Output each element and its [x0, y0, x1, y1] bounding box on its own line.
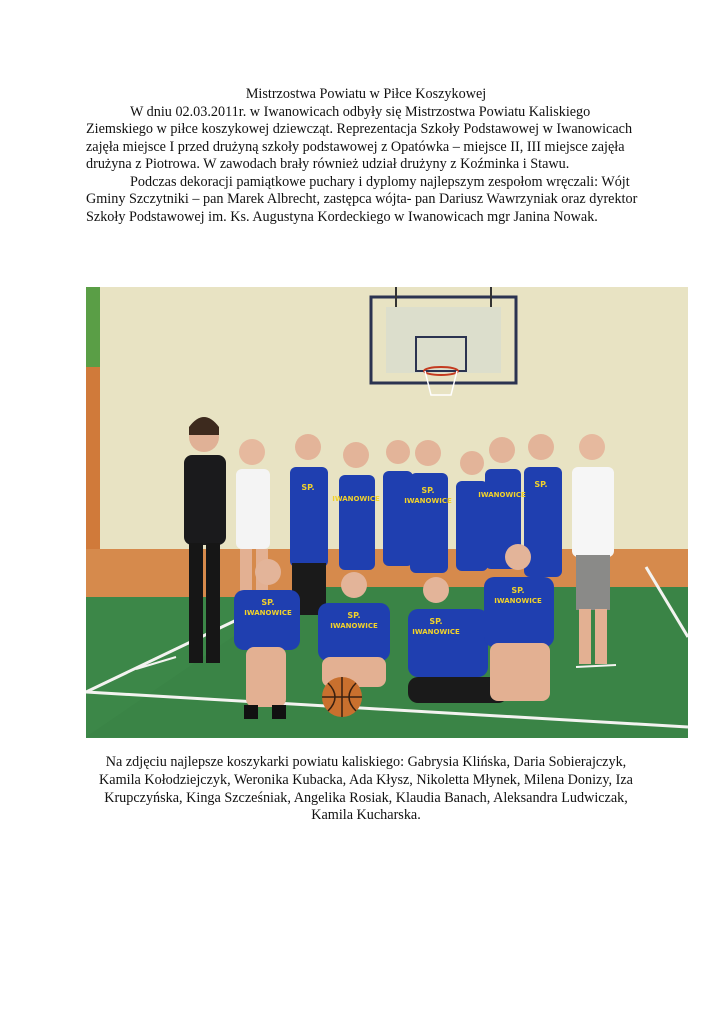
photo-caption: Na zdjęciu najlepsze koszykarki powiatu kaliskiego: Gabrysia Klińska, Daria Sobierajczyk, Kamila Kołodziejczyk, Weronika Kubacka, Ada Kłysz, Nikoletta Młynek, Milena Donizy, Iza Krupczyńska, Kinga Szcześniak, Angelika Rosiak, Klaudia Banach, Aleksandra Ludwiczak, Kamila Kucharska.: [99, 754, 633, 824]
jersey-label-bottom: IWANOWICE: [494, 597, 542, 605]
jersey-label-bottom: IWANOWICE: [478, 491, 526, 499]
jersey-label-top: SP.: [534, 480, 548, 489]
jersey-label-top: SP.: [511, 586, 525, 595]
team-photo: [86, 287, 688, 738]
paragraph-award-ceremony: Podczas dekoracji pamiątkowe puchary i dyplomy najlepszym zespołom wręczali: Wójt Gminy Szczytniki – pan Marek Albrecht, zastępca wójta- pan Dariusz Wawrzyniak oraz dyrektor Szkoły Podstawowej im. Ks. Augustyna Kordeckiego w Iwanowicach mgr Janina Nowak.: [86, 173, 638, 225]
basketball-ball: [322, 677, 362, 717]
jersey-label-bottom: IWANOWICE: [404, 497, 452, 505]
jersey-label-bottom: IWANOWICE: [330, 622, 378, 630]
jersey-label-top: SP.: [301, 483, 315, 492]
jersey-label-top: SP.: [261, 598, 275, 607]
jersey-label-bottom: IWANOWICE: [412, 628, 460, 636]
jersey-label-top: SP.: [347, 611, 361, 620]
article-text: [86, 86, 646, 226]
paragraph-results: W dniu 02.03.2011r. w Iwanowicach odbyły się Mistrzostwa Powiatu Kaliskiego Ziemskiego w piłce koszykowej dziewcząt. Reprezentacja Szkoły Podstawowej w Iwanowicach zajęła miejsce I przed drużyną szkoły podstawowej z Opatówka – miejsce II, III miejsce zajęła drużyna z Piotrowa. W zawodach brały również udział drużyny z Koźminka i Stawu.: [86, 103, 633, 172]
jersey-label-top: SP.: [429, 617, 443, 626]
jersey-label-top: SP.: [421, 486, 435, 495]
article-title: Mistrzostwa Powiatu w Piłce Koszykowej: [245, 86, 487, 102]
jersey-label-bottom: IWANOWICE: [332, 495, 380, 503]
jersey-label-bottom: IWANOWICE: [244, 609, 292, 617]
